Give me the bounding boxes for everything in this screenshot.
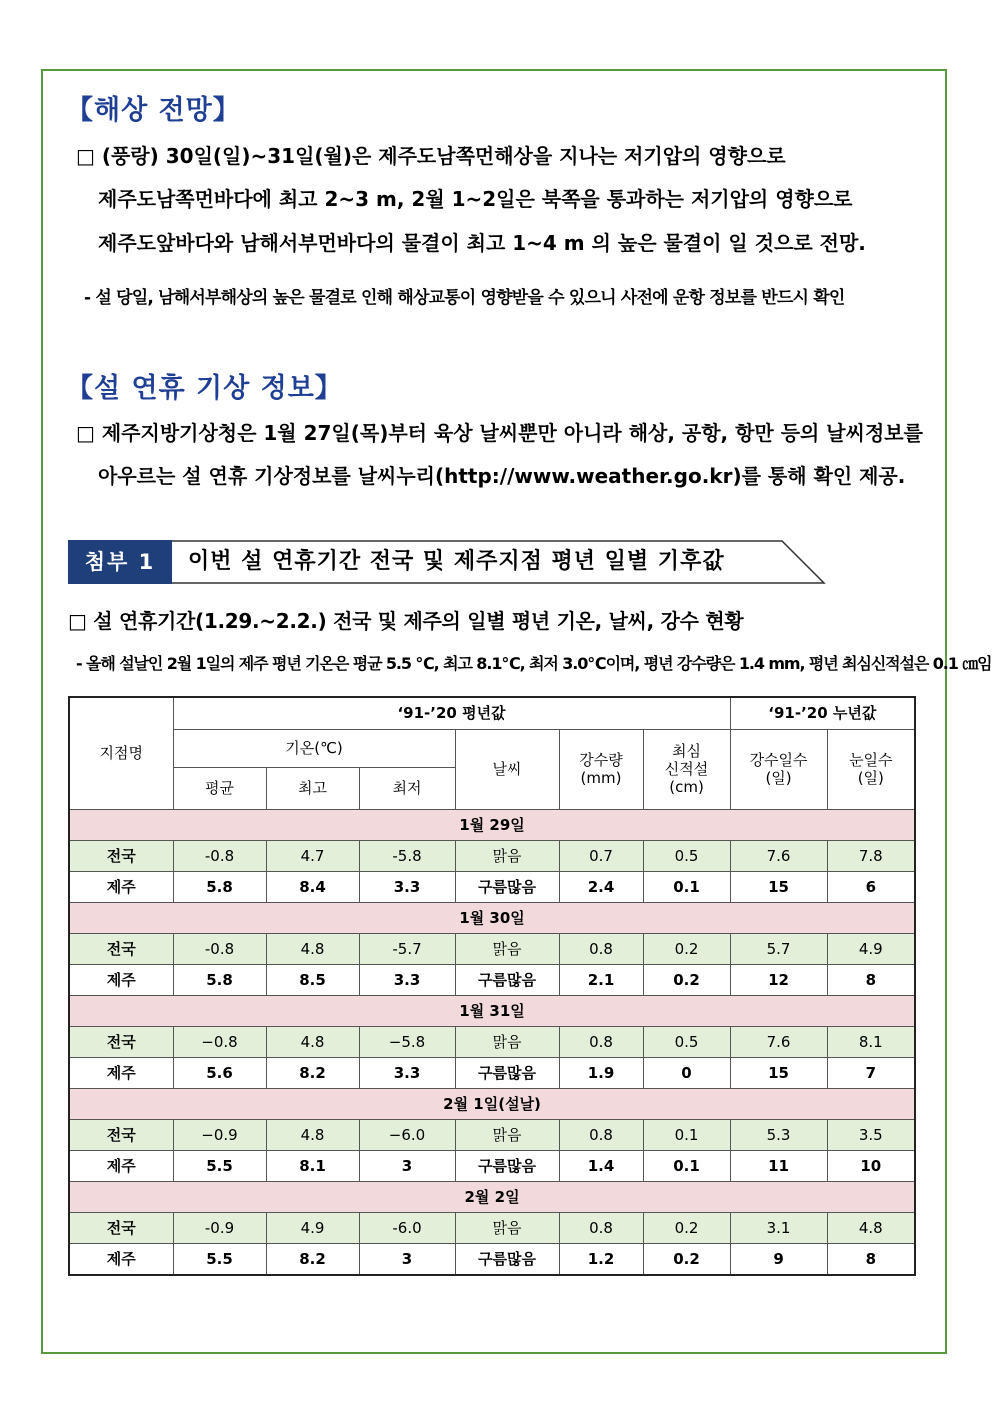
marine-section-title: 【해상 전망】 bbox=[66, 95, 241, 126]
max-cell: 8.5 bbox=[266, 964, 359, 995]
snow-days-cell: 7 bbox=[827, 1057, 915, 1088]
snow-cell: 0 bbox=[643, 1057, 730, 1088]
rain-days-cell: 7.6 bbox=[730, 840, 827, 871]
station-name: 전국 bbox=[69, 933, 173, 964]
table-row bbox=[69, 1243, 915, 1275]
table-row bbox=[69, 1057, 915, 1088]
weather-cell: 맑음 bbox=[455, 1026, 559, 1057]
precip-cell: 1.2 bbox=[559, 1243, 643, 1275]
snow-days-cell: 4.8 bbox=[827, 1212, 915, 1243]
table-row bbox=[69, 840, 915, 871]
header-min: 최저 bbox=[359, 767, 455, 809]
date-row bbox=[69, 995, 915, 1026]
weather-cell: 맑음 bbox=[455, 1119, 559, 1150]
snow-cell: 0.1 bbox=[643, 1119, 730, 1150]
snow-cell: 0.1 bbox=[643, 1150, 730, 1181]
attachment-bullet: □ 설 연휴기간(1.29.~2.2.) 전국 및 제주의 일별 평년 기온, 날씨, 강수 현황 bbox=[68, 609, 744, 633]
station-name: 제주 bbox=[69, 871, 173, 902]
marine-note: - 설 당일, 남해서부해상의 높은 물결로 인해 해상교통이 영향받을 수 있으니 사전에 운항 정보를 반드시 확인 bbox=[84, 288, 845, 308]
station-name: 전국 bbox=[69, 1119, 173, 1150]
min-cell: 3.3 bbox=[359, 871, 455, 902]
avg-cell: 5.8 bbox=[173, 964, 266, 995]
header-weather: 날씨 bbox=[455, 729, 559, 809]
attachment-note: - 올해 설날인 2월 1일의 제주 평년 기온은 평균 5.5 ℃, 최고 8.1℃, 최저 3.0℃이며, 평년 강수량은 1.4 mm, 평년 최심신적설은 0.1 ㎝임 bbox=[76, 654, 992, 673]
holiday-line-1: □ 제주지방기상청은 1월 27일(목)부터 육상 날씨뿐만 아니라 해상, 공항, 항만 등의 날씨정보를 bbox=[76, 421, 923, 445]
precip-cell: 0.8 bbox=[559, 1119, 643, 1150]
rain-days-cell: 15 bbox=[730, 1057, 827, 1088]
max-cell: 8.1 bbox=[266, 1150, 359, 1181]
snow-cell: 0.2 bbox=[643, 1212, 730, 1243]
min-cell: -5.7 bbox=[359, 933, 455, 964]
date-label: 2월 1일(설날) bbox=[69, 1088, 915, 1119]
holiday-section-title: 【설 연휴 기상 정보】 bbox=[66, 373, 343, 404]
station-name: 전국 bbox=[69, 840, 173, 871]
station-name: 전국 bbox=[69, 1212, 173, 1243]
max-cell: 4.7 bbox=[266, 840, 359, 871]
precip-cell: 0.8 bbox=[559, 1212, 643, 1243]
station-name: 제주 bbox=[69, 1243, 173, 1275]
rain-days-cell: 11 bbox=[730, 1150, 827, 1181]
min-cell: 3 bbox=[359, 1243, 455, 1275]
table-row bbox=[69, 1212, 915, 1243]
precip-cell: 1.4 bbox=[559, 1150, 643, 1181]
max-cell: 4.8 bbox=[266, 1026, 359, 1057]
weather-cell: 구름많음 bbox=[455, 964, 559, 995]
table-row bbox=[69, 1119, 915, 1150]
avg-cell: -0.8 bbox=[173, 933, 266, 964]
date-row bbox=[69, 809, 915, 840]
snow-cell: 0.2 bbox=[643, 933, 730, 964]
rain-days-cell: 12 bbox=[730, 964, 827, 995]
header-station: 지점명 bbox=[69, 697, 173, 809]
header-temp: 기온(℃) bbox=[173, 729, 455, 767]
rain-days-cell: 7.6 bbox=[730, 1026, 827, 1057]
date-row bbox=[69, 1088, 915, 1119]
snow-cell: 0.2 bbox=[643, 1243, 730, 1275]
weather-cell: 구름많음 bbox=[455, 1057, 559, 1088]
snow-days-cell: 8.1 bbox=[827, 1026, 915, 1057]
station-name: 전국 bbox=[69, 1026, 173, 1057]
station-name: 제주 bbox=[69, 964, 173, 995]
max-cell: 4.8 bbox=[266, 1119, 359, 1150]
avg-cell: 5.5 bbox=[173, 1150, 266, 1181]
avg-cell: −0.9 bbox=[173, 1119, 266, 1150]
precip-cell: 0.8 bbox=[559, 933, 643, 964]
snow-days-cell: 7.8 bbox=[827, 840, 915, 871]
climate-table bbox=[68, 696, 916, 1276]
date-row bbox=[69, 1181, 915, 1212]
snow-days-cell: 6 bbox=[827, 871, 915, 902]
header-normal: ‘91-’20 평년값 bbox=[173, 697, 730, 729]
weather-cell: 구름많음 bbox=[455, 871, 559, 902]
precip-cell: 2.4 bbox=[559, 871, 643, 902]
snow-cell: 0.5 bbox=[643, 840, 730, 871]
min-cell: -5.8 bbox=[359, 840, 455, 871]
header-avg: 평균 bbox=[173, 767, 266, 809]
attachment-label: 첨부 1 bbox=[68, 540, 172, 584]
min-cell: 3 bbox=[359, 1150, 455, 1181]
avg-cell: 5.8 bbox=[173, 871, 266, 902]
weather-cell: 맑음 bbox=[455, 1212, 559, 1243]
weather-cell: 구름많음 bbox=[455, 1150, 559, 1181]
min-cell: 3.3 bbox=[359, 1057, 455, 1088]
avg-cell: -0.9 bbox=[173, 1212, 266, 1243]
max-cell: 8.4 bbox=[266, 871, 359, 902]
header-max: 최고 bbox=[266, 767, 359, 809]
snow-cell: 0.1 bbox=[643, 871, 730, 902]
snow-days-cell: 4.9 bbox=[827, 933, 915, 964]
station-name: 제주 bbox=[69, 1057, 173, 1088]
table-row bbox=[69, 871, 915, 902]
min-cell: -6.0 bbox=[359, 1212, 455, 1243]
header-precip: 강수량 (mm) bbox=[559, 729, 643, 809]
date-label: 1월 31일 bbox=[69, 995, 915, 1026]
snow-cell: 0.2 bbox=[643, 964, 730, 995]
weather-cell: 맑음 bbox=[455, 840, 559, 871]
rain-days-cell: 15 bbox=[730, 871, 827, 902]
max-cell: 8.2 bbox=[266, 1243, 359, 1275]
table-row bbox=[69, 964, 915, 995]
holiday-line-2: 아우르는 설 연휴 기상정보를 날씨누리(http://www.weather.go.kr)를 통해 확인 제공. bbox=[98, 464, 906, 488]
attachment-title: 이번 설 연휴기간 전국 및 제주지점 평년 일별 기후값 bbox=[188, 549, 725, 574]
rain-days-cell: 5.3 bbox=[730, 1119, 827, 1150]
weather-cell: 맑음 bbox=[455, 933, 559, 964]
header-cumulative: ‘91-’20 누년값 bbox=[730, 697, 915, 729]
max-cell: 4.8 bbox=[266, 933, 359, 964]
table-row bbox=[69, 933, 915, 964]
weather-cell: 구름많음 bbox=[455, 1243, 559, 1275]
snow-days-cell: 8 bbox=[827, 964, 915, 995]
avg-cell: -0.8 bbox=[173, 840, 266, 871]
snow-days-cell: 8 bbox=[827, 1243, 915, 1275]
snow-days-cell: 3.5 bbox=[827, 1119, 915, 1150]
min-cell: −5.8 bbox=[359, 1026, 455, 1057]
avg-cell: 5.6 bbox=[173, 1057, 266, 1088]
attachment-header bbox=[68, 540, 828, 585]
marine-line-1: □ (풍랑) 30일(일)~31일(월)은 제주도남쪽먼해상을 지나는 저기압의 영향으로 bbox=[76, 144, 786, 168]
snow-cell: 0.5 bbox=[643, 1026, 730, 1057]
precip-cell: 2.1 bbox=[559, 964, 643, 995]
rain-days-cell: 5.7 bbox=[730, 933, 827, 964]
header-snow-days: 눈일수 (일) bbox=[827, 729, 915, 809]
marine-line-2: 제주도남쪽먼바다에 최고 2~3 m, 2월 1~2일은 북쪽을 통과하는 저기압의 영향으로 bbox=[98, 187, 853, 211]
table-row bbox=[69, 1026, 915, 1057]
min-cell: 3.3 bbox=[359, 964, 455, 995]
date-label: 1월 30일 bbox=[69, 902, 915, 933]
marine-line-3: 제주도앞바다와 남해서부먼바다의 물결이 최고 1~4 m 의 높은 물결이 일 것으로 전망. bbox=[98, 231, 866, 255]
date-row bbox=[69, 902, 915, 933]
avg-cell: −0.8 bbox=[173, 1026, 266, 1057]
rain-days-cell: 9 bbox=[730, 1243, 827, 1275]
rain-days-cell: 3.1 bbox=[730, 1212, 827, 1243]
max-cell: 8.2 bbox=[266, 1057, 359, 1088]
max-cell: 4.9 bbox=[266, 1212, 359, 1243]
avg-cell: 5.5 bbox=[173, 1243, 266, 1275]
header-snow: 최심 신적설 (cm) bbox=[643, 729, 730, 809]
min-cell: −6.0 bbox=[359, 1119, 455, 1150]
snow-days-cell: 10 bbox=[827, 1150, 915, 1181]
header-rain-days: 강수일수 (일) bbox=[730, 729, 827, 809]
station-name: 제주 bbox=[69, 1150, 173, 1181]
precip-cell: 0.8 bbox=[559, 1026, 643, 1057]
date-label: 1월 29일 bbox=[69, 809, 915, 840]
date-label: 2월 2일 bbox=[69, 1181, 915, 1212]
precip-cell: 0.7 bbox=[559, 840, 643, 871]
table-row bbox=[69, 1150, 915, 1181]
precip-cell: 1.9 bbox=[559, 1057, 643, 1088]
